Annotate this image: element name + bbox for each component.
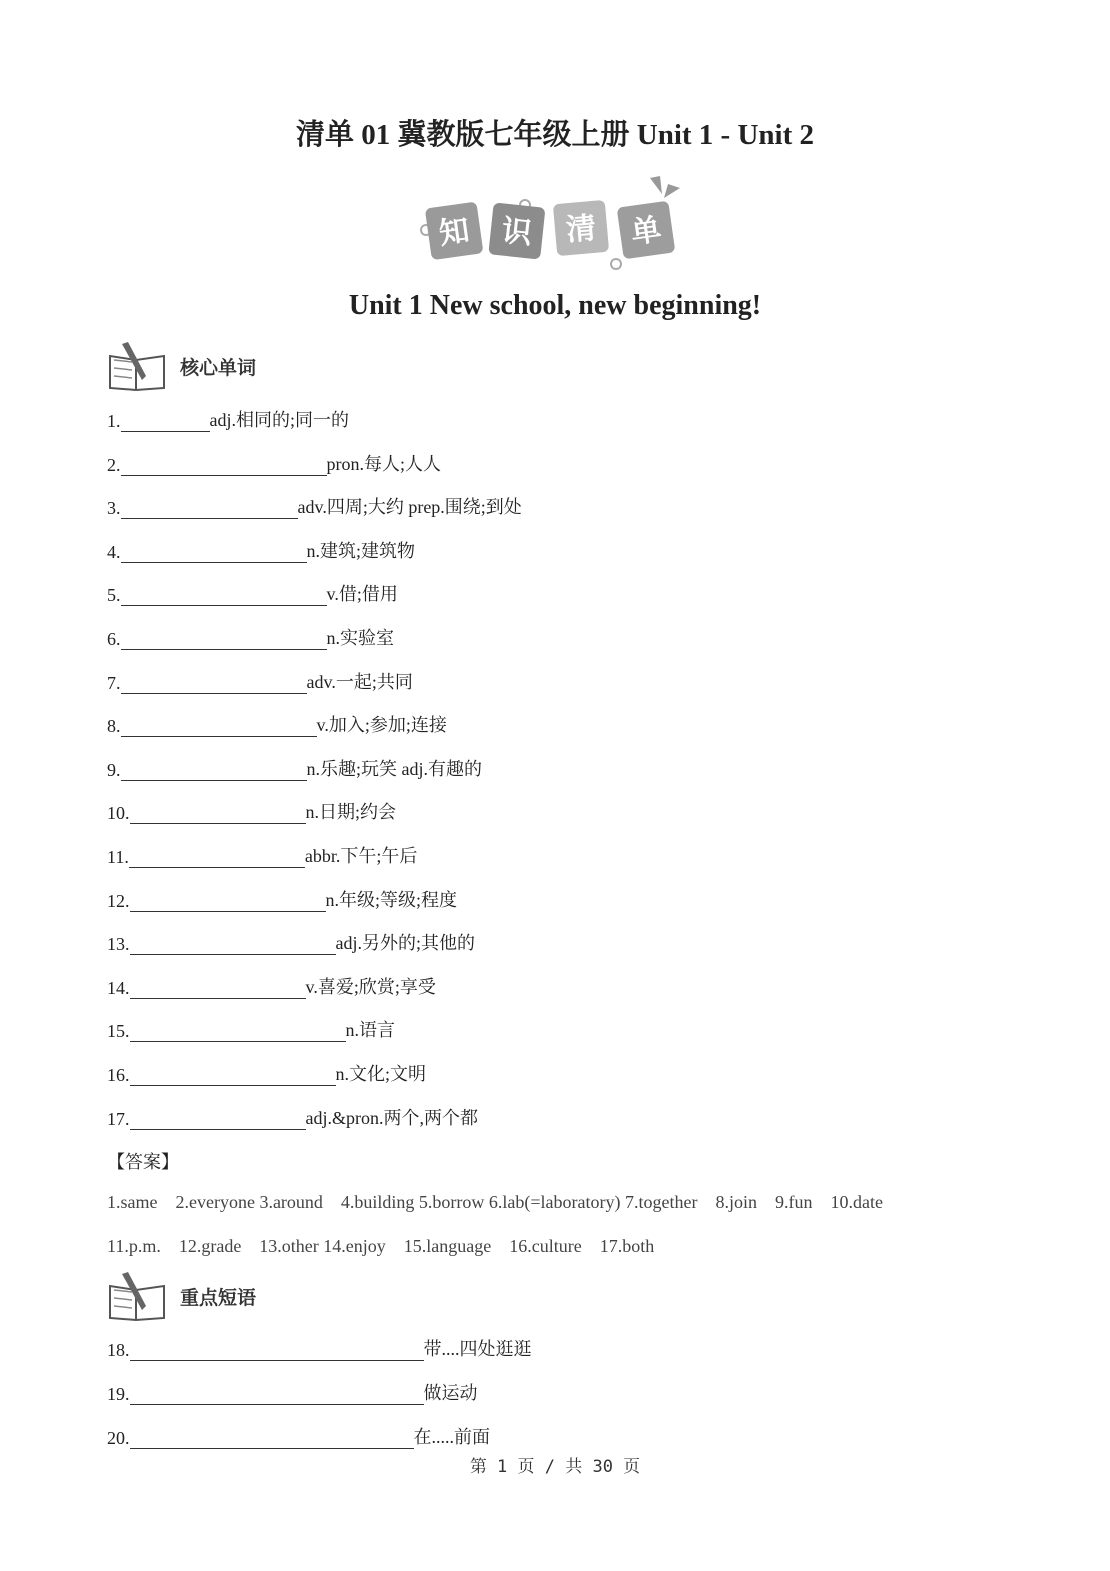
answer-blank[interactable] (121, 631, 327, 650)
answer-blank[interactable] (130, 1111, 306, 1130)
item-number: 2. (107, 454, 121, 475)
item-definition: n.年级;等级;程度 (325, 889, 458, 910)
badge-char: 知 (437, 212, 472, 252)
item-definition: n.日期;约会 (305, 802, 397, 823)
vocab-item (107, 1016, 395, 1042)
answer-blank[interactable] (121, 762, 307, 781)
book-pencil-icon (106, 340, 168, 392)
item-definition: v.借;借用 (326, 584, 398, 605)
vocab-item (107, 973, 436, 999)
item-definition: n.乐趣;玩笑 adj.有趣的 (306, 758, 482, 779)
vocab-item (107, 886, 457, 912)
item-definition: n.文化;文明 (335, 1064, 427, 1084)
section-core-words (106, 342, 256, 390)
vocab-item (107, 929, 475, 955)
item-number: 6. (107, 629, 121, 649)
vocab-item (107, 1104, 478, 1130)
answer-blank[interactable] (130, 1023, 346, 1042)
item-number: 8. (107, 716, 121, 737)
answer-label: 【答案】 (107, 1152, 179, 1172)
phrase-item (107, 1423, 490, 1449)
item-definition: adj.相同的;同一的 (209, 410, 349, 430)
item-number: 7. (107, 672, 121, 693)
vocab-item (107, 624, 394, 650)
vocab-item (107, 842, 417, 868)
item-number: 12. (107, 890, 130, 911)
answer-blank[interactable] (130, 1342, 424, 1361)
item-definition: v.加入;参加;连接 (316, 715, 447, 736)
answer-blank[interactable] (121, 587, 327, 606)
badge-char: 清 (564, 210, 598, 249)
answer-line: 11.p.m. 12.grade 13.other 14.enjoy 15.language 16.culture 17.both (107, 1236, 655, 1256)
item-number: 4. (107, 541, 121, 562)
vocab-item (107, 711, 447, 737)
answer-line: 1.same 2.everyone 3.around 4.building 5.borrow 6.lab(=laboratory) 7.together 8.join 9.fun 10.date (107, 1192, 883, 1212)
item-number: 9. (107, 759, 121, 780)
answer-blank[interactable] (121, 457, 327, 476)
answer-blank[interactable] (129, 849, 305, 868)
answer-blank[interactable] (130, 1067, 336, 1086)
book-pencil-icon (106, 1270, 168, 1322)
answer-blank[interactable] (121, 500, 298, 519)
item-number: 5. (107, 585, 121, 606)
item-definition: 做运动 (423, 1383, 478, 1403)
item-number: 19. (107, 1384, 130, 1404)
vocab-item (107, 580, 398, 606)
knowledge-list-badge (418, 172, 688, 272)
answer-blank[interactable] (130, 893, 326, 912)
vocab-item (107, 537, 415, 563)
phrase-item (107, 1335, 532, 1361)
item-number: 1. (107, 411, 121, 431)
item-definition: adv.四周;大约 prep.围绕;到处 (297, 497, 522, 518)
section-heading: 核心单词 (180, 357, 257, 379)
item-number: 17. (107, 1108, 130, 1129)
answer-blank[interactable] (121, 675, 307, 694)
badge-char: 识 (499, 213, 534, 252)
answer-blank[interactable] (121, 718, 317, 737)
answer-blank[interactable] (121, 544, 307, 563)
item-number: 20. (107, 1428, 130, 1448)
answer-blank[interactable] (130, 1386, 424, 1405)
item-number: 11. (107, 847, 129, 867)
item-number: 18. (107, 1340, 130, 1360)
answer-blank[interactable] (130, 805, 306, 824)
vocab-item (107, 450, 441, 476)
item-definition: adj.&pron.两个,两个都 (305, 1107, 478, 1128)
answer-blank[interactable] (130, 936, 336, 955)
item-number: 10. (107, 803, 130, 824)
answer-blank[interactable] (130, 980, 306, 999)
item-definition: n.建筑;建筑物 (306, 540, 416, 561)
item-definition: adj.另外的;其他的 (335, 933, 475, 954)
item-definition: abbr.下午;午后 (304, 846, 418, 866)
item-number: 15. (107, 1021, 130, 1042)
item-definition: 在.....前面 (413, 1427, 490, 1447)
item-number: 14. (107, 977, 130, 998)
section-heading: 重点短语 (180, 1287, 257, 1309)
item-number: 13. (107, 934, 130, 955)
answer-blank[interactable] (121, 413, 210, 432)
item-definition: pron.每人;人人 (326, 453, 441, 474)
section-key-phrases (106, 1272, 256, 1320)
vocab-item (107, 406, 349, 432)
vocab-item (107, 755, 482, 781)
document-title: 清单 01 冀教版七年级上册 Unit 1 - Unit 2 (296, 119, 814, 151)
item-definition: n.实验室 (326, 628, 394, 648)
item-definition: n.语言 (345, 1020, 395, 1041)
vocab-item (107, 493, 522, 519)
item-number: 3. (107, 498, 121, 519)
answer-blank[interactable] (130, 1430, 414, 1449)
item-definition: v.喜爱;欣赏;享受 (305, 976, 436, 997)
vocab-item (107, 798, 396, 824)
vocab-item (107, 668, 413, 694)
item-definition: 带....四处逛逛 (423, 1339, 532, 1359)
phrase-item (107, 1379, 478, 1405)
unit-title: Unit 1 New school, new beginning! (348, 290, 762, 321)
vocab-item (107, 1060, 426, 1086)
item-number: 16. (107, 1065, 130, 1085)
badge-char: 单 (628, 212, 664, 251)
item-definition: adv.一起;共同 (306, 671, 413, 692)
page-footer: 第 1 页 / 共 30 页 (469, 1457, 641, 1477)
